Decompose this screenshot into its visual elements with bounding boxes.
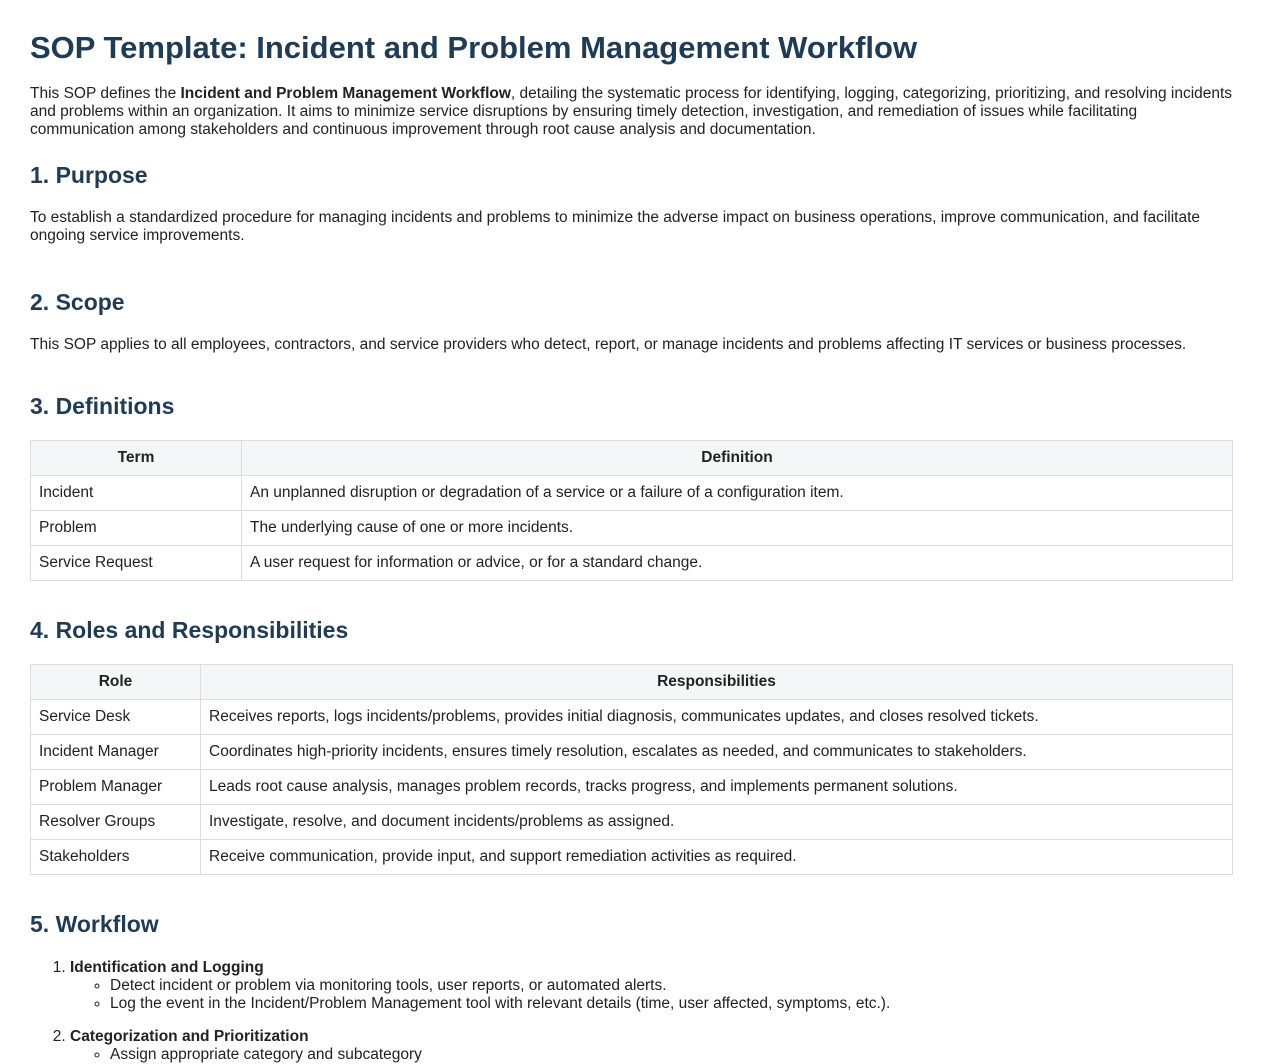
intro-suffix: , detailing the systematic process for identifying, logging, categorizing, prioritizing, and resolving incidents and problems within an organization. It aims to minimize service disruptions by ensuring timely detection, investigation, and remediation of issues while facilitating communication among stakeholders and continuous improvement through root cause analysis and documentation.	[30, 85, 1233, 138]
responsibilities-cell: Investigate, resolve, and document incidents/problems as assigned.	[201, 805, 1233, 840]
table-row	[31, 840, 1233, 875]
workflow-step-title: Identification and Logging	[70, 959, 264, 976]
responsibilities-cell: Leads root cause analysis, manages problem records, tracks progress, and implements permanent solutions.	[201, 770, 1233, 805]
column-header-role: Role	[31, 665, 201, 700]
workflow-step	[70, 1028, 1233, 1064]
purpose-text: To establish a standardized procedure for managing incidents and problems to minimize the adverse impact on business operations, improve communication, and facilitate ongoing service improvements.	[30, 209, 1201, 244]
definition-cell: An unplanned disruption or degradation of a service or a failure of a configuration item.	[242, 476, 1233, 511]
purpose-heading: 1. Purpose	[30, 162, 148, 188]
workflow-steps	[30, 959, 1233, 1064]
role-cell: Resolver Groups	[31, 805, 201, 840]
list-item: ◦ Assign appropriate category and subcategory	[110, 1046, 1233, 1064]
workflow-step-title: Categorization and Prioritization	[70, 1028, 309, 1045]
column-header-term: Term	[31, 441, 242, 476]
table-row	[31, 735, 1233, 770]
table-row	[31, 770, 1233, 805]
role-cell: Stakeholders	[31, 840, 201, 875]
workflow-substeps	[70, 1046, 1233, 1064]
intro-paragraph	[30, 85, 1233, 139]
table-row	[31, 511, 1233, 546]
list-item: ◦ Log the event in the Incident/Problem Management tool with relevant details (time, user affected, symptoms, etc.).	[110, 995, 1233, 1013]
definitions-heading: 3. Definitions	[30, 393, 175, 419]
page-title: SOP Template: Incident and Problem Management Workflow	[30, 30, 918, 65]
term-cell: Incident	[31, 476, 242, 511]
intro-prefix: This SOP defines the	[30, 85, 181, 102]
table-row	[31, 546, 1233, 581]
role-cell: Service Desk	[31, 700, 201, 735]
list-item: ◦ Detect incident or problem via monitoring tools, user reports, or automated alerts.	[110, 977, 1233, 995]
role-cell: Incident Manager	[31, 735, 201, 770]
term-cell: Problem	[31, 511, 242, 546]
scope-heading: 2. Scope	[30, 289, 125, 315]
responsibilities-cell: Receives reports, logs incidents/problems, provides initial diagnosis, communicates updates, and closes resolved tickets.	[201, 700, 1233, 735]
workflow-step	[70, 959, 1233, 1013]
intro-bold: Incident and Problem Management Workflow	[180, 85, 511, 102]
table-row	[31, 476, 1233, 511]
table-row	[31, 700, 1233, 735]
table-header-row	[31, 665, 1233, 700]
responsibilities-cell: Receive communication, provide input, and support remediation activities as required.	[201, 840, 1233, 875]
column-header-responsibilities: Responsibilities	[201, 665, 1233, 700]
definition-cell: A user request for information or advice, or for a standard change.	[242, 546, 1233, 581]
term-cell: Service Request	[31, 546, 242, 581]
definition-cell: The underlying cause of one or more incidents.	[242, 511, 1233, 546]
roles-heading: 4. Roles and Responsibilities	[30, 617, 349, 643]
scope-text: This SOP applies to all employees, contractors, and service providers who detect, report, or manage incidents and problems affecting IT services or business processes.	[30, 336, 1187, 353]
table-row	[31, 805, 1233, 840]
role-cell: Problem Manager	[31, 770, 201, 805]
definitions-table	[30, 440, 1233, 581]
table-header-row	[31, 441, 1233, 476]
responsibilities-cell: Coordinates high-priority incidents, ensures timely resolution, escalates as needed, and communicates to stakeholders.	[201, 735, 1233, 770]
column-header-definition: Definition	[242, 441, 1233, 476]
roles-table	[30, 664, 1233, 875]
workflow-heading: 5. Workflow	[30, 911, 159, 937]
workflow-substeps	[70, 977, 1233, 1013]
